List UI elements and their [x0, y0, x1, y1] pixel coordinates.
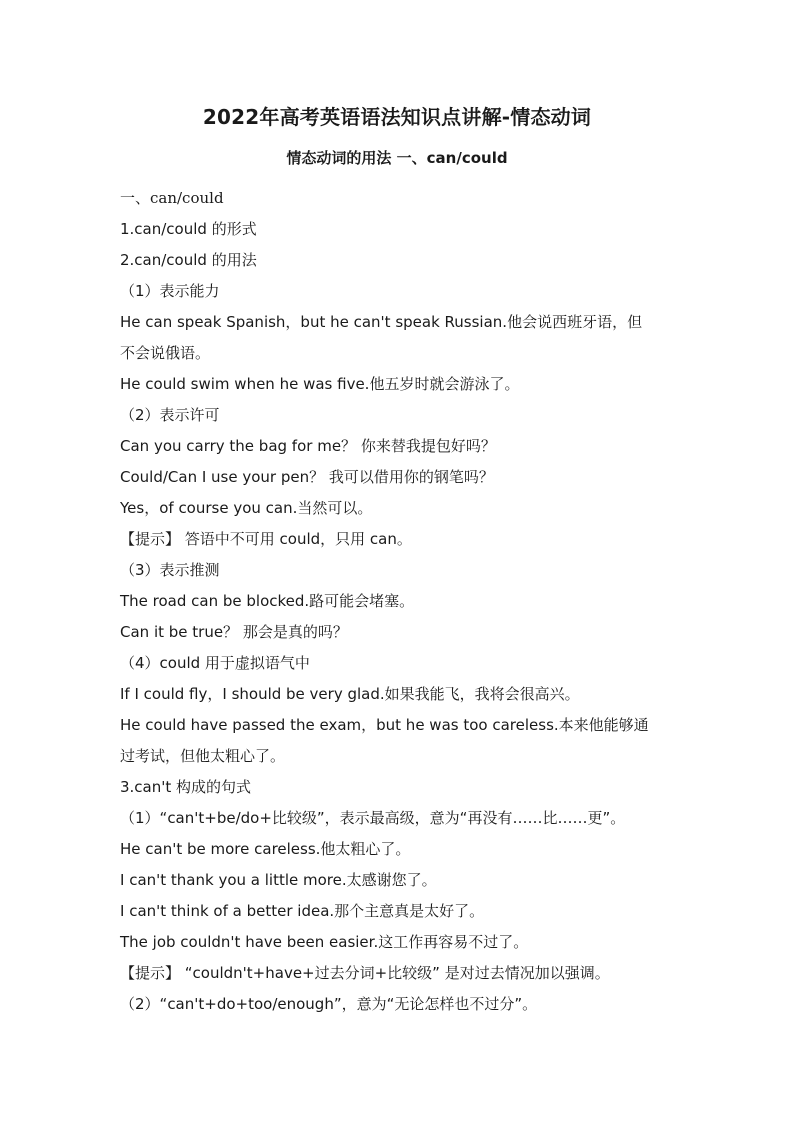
text-line: Could/Can I use your pen？ 我可以借用你的钢笔吗？	[120, 468, 494, 486]
text-line: If I could fly，I should be very glad.如果我能飞，我将会很高兴。	[120, 685, 580, 703]
text-line: I can't thank you a little more.太感谢您了。	[120, 871, 437, 889]
text-line: He could swim when he was five.他五岁时就会游泳了。	[120, 375, 520, 393]
text-line: （1）“can't+be/do+比较级”，表示最高级，意为“再没有……比……更”。	[120, 809, 626, 827]
text-line: 过考试，但他太粗心了。	[120, 747, 286, 765]
text-line: （3）表示推测	[120, 561, 220, 579]
document-subtitle: 情态动词的用法 一、can/could	[286, 149, 508, 167]
text-line: Yes，of course you can.当然可以。	[120, 499, 373, 517]
section-heading: 一、can/could	[120, 189, 224, 207]
text-line: （1）表示能力	[120, 282, 220, 300]
text-line: Can you carry the bag for me？ 你来替我提包好吗？	[120, 437, 496, 455]
text-line: 2.can/could 的用法	[120, 251, 257, 269]
text-line: He can't be more careless.他太粗心了。	[120, 840, 411, 858]
text-line: 1.can/could 的形式	[120, 220, 257, 238]
text-line: He could have passed the exam，but he was too careless.本来他能够通	[120, 716, 649, 734]
text-line: 3.can't 构成的句式	[120, 778, 252, 796]
document-title: 2022年高考英语语法知识点讲解-情态动词	[202, 105, 592, 129]
text-line: The road can be blocked.路可能会堵塞。	[120, 592, 415, 610]
text-line: The job couldn't have been easier.这工作再容易不过了。	[120, 933, 529, 951]
text-line: I can't think of a better idea.那个主意真是太好了。	[120, 902, 485, 920]
text-line: （4）could 用于虚拟语气中	[120, 654, 310, 672]
text-line: （2）“can't+do+too/enough”，意为“无论怎样也不过分”。	[120, 995, 538, 1013]
text-line: 【提示】 答语中不可用 could，只用 can。	[120, 530, 412, 548]
text-line: 不会说俄语。	[120, 344, 211, 362]
text-line: Can it be true？ 那会是真的吗？	[120, 623, 348, 641]
text-line: （2）表示许可	[120, 406, 220, 424]
text-line: He can speak Spanish，but he can't speak Russian.他会说西班牙语，但	[120, 313, 643, 331]
document-body	[120, 183, 720, 1020]
text-line: 【提示】 “couldn't+have+过去分词+比较级” 是对过去情况加以强调。	[120, 964, 610, 982]
